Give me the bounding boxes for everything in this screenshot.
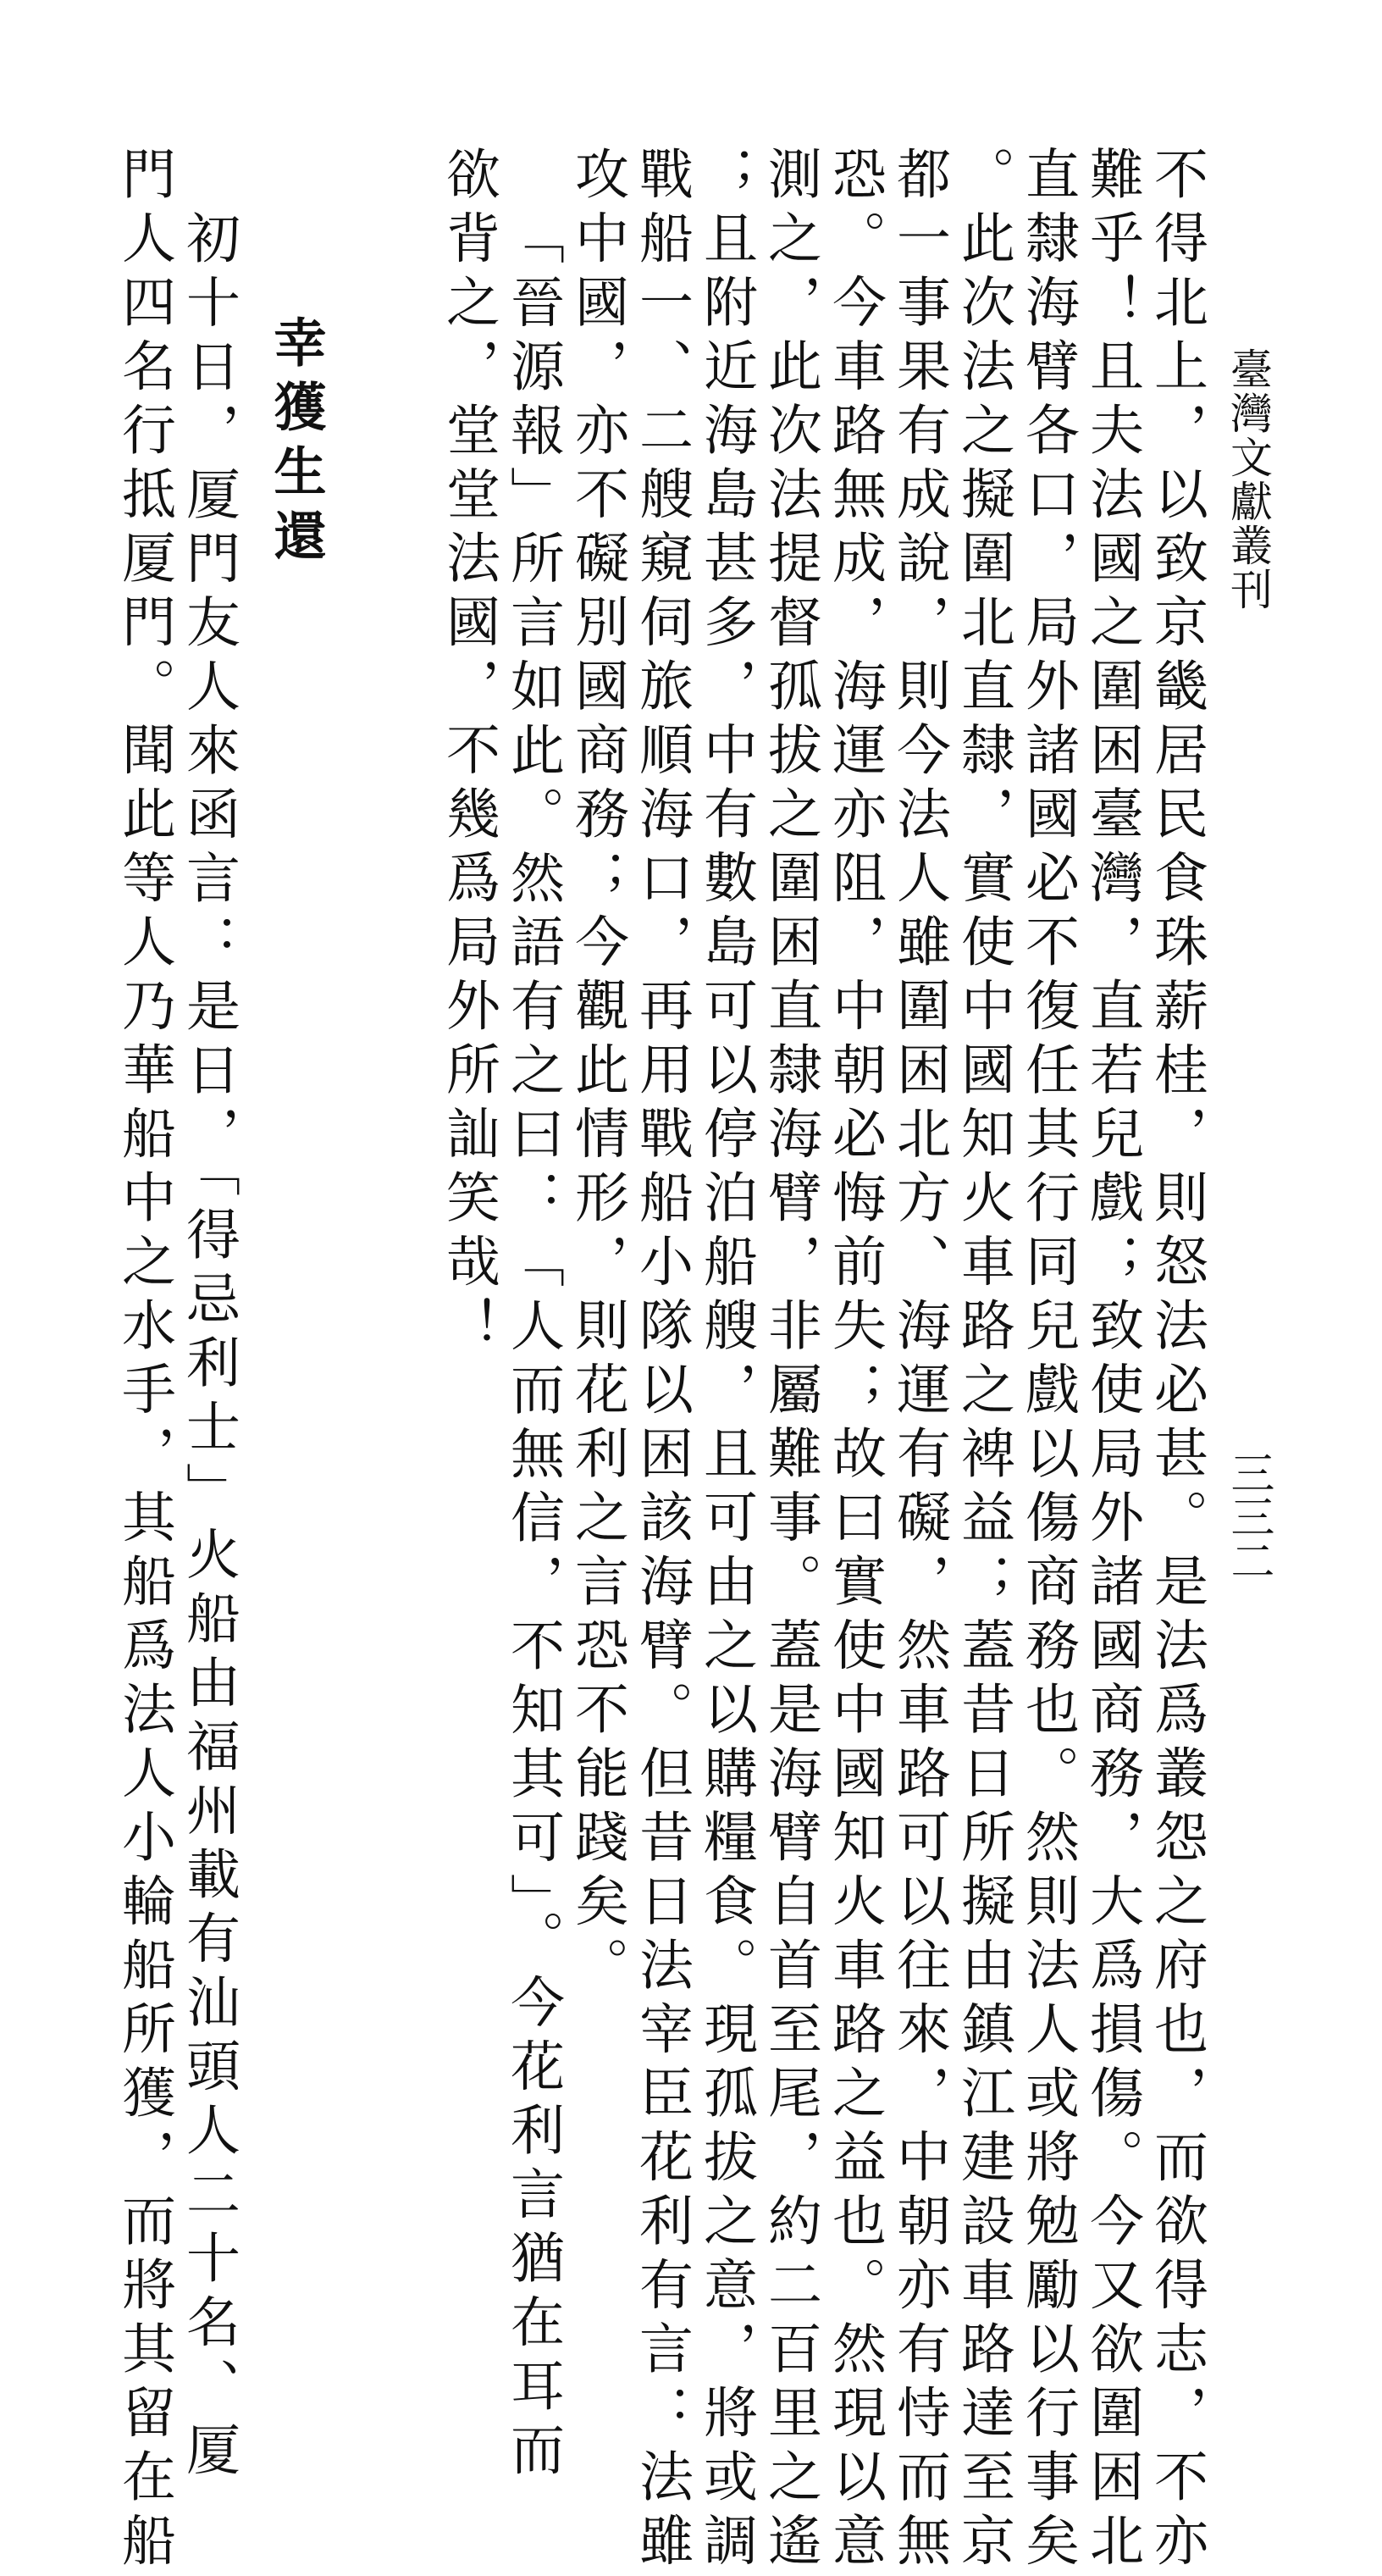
page-number: 三三二 xyxy=(1223,1450,1274,1582)
section-text-column: 初十日，厦門友人來函言：是日，「得忌利士」火船由福州載有汕頭人二十名、厦 xyxy=(177,210,240,2485)
text-column: ；且附近海島甚多，中有數島可以停泊船艘，且可由之以購糧食。現孤拔之意，將或調 xyxy=(694,146,757,2576)
text-column: 攻中國，亦不礙別國商務；今觀此情形，則花利之言恐不能踐矣。 xyxy=(566,146,628,2001)
text-column: 直隸海臂各口，局外諸國必不復任其行同兒戲以傷商務也。然則法人或將勉勵以行事矣 xyxy=(1016,146,1079,2576)
text-column: 。此次法之擬圍北直隸，實使中國知火車路之裨益；蓋昔日所擬由鎮江建設車路達至京 xyxy=(952,146,1014,2576)
text-column: 「晉源報」所言如此。然語有之曰：「人而無信，不知其可」。今花利言猶在耳而 xyxy=(501,210,564,2485)
text-column: 恐。今車路無成，海運亦阻，中朝必悔前失；故曰實使中國知火車路之益也。然現以意 xyxy=(823,146,886,2576)
section-title: 幸獲生還 xyxy=(265,315,327,573)
section-text-column: 門人四名行抵厦門。聞此等人乃華船中之水手，其船爲法人小輪船所獲，而將其留在船 xyxy=(113,146,175,2576)
text-column: 不得北上，以致京畿居民食珠薪桂，則怒法必甚。是法爲叢怨之府也，而欲得志，不亦 xyxy=(1145,146,1208,2576)
text-column: 戰船一、二艘窺伺旅順海口，再用戰船小隊以困該海臂。但昔日法宰臣花利有言：法雖 xyxy=(630,146,693,2576)
book-title: 臺灣文獻叢刊 xyxy=(1224,347,1273,612)
text-column: 都一事果有成說，則今法人雖圍困北方、海運有礙，然車路可以往來，中朝亦有恃而無 xyxy=(887,146,950,2576)
text-column: 欲背之，堂堂法國，不幾爲局外所訕笑哉！ xyxy=(437,146,500,1361)
text-column: 難乎！且夫法國之圍困臺灣，直若兒戲；致使局外諸國商務，大爲損傷。今又欲圍困北 xyxy=(1081,146,1143,2576)
text-column: 測之，此次法提督孤拔之圍困直隸海臂，非屬難事。蓋是海臂自首至尾，約二百里之遙 xyxy=(759,146,821,2576)
